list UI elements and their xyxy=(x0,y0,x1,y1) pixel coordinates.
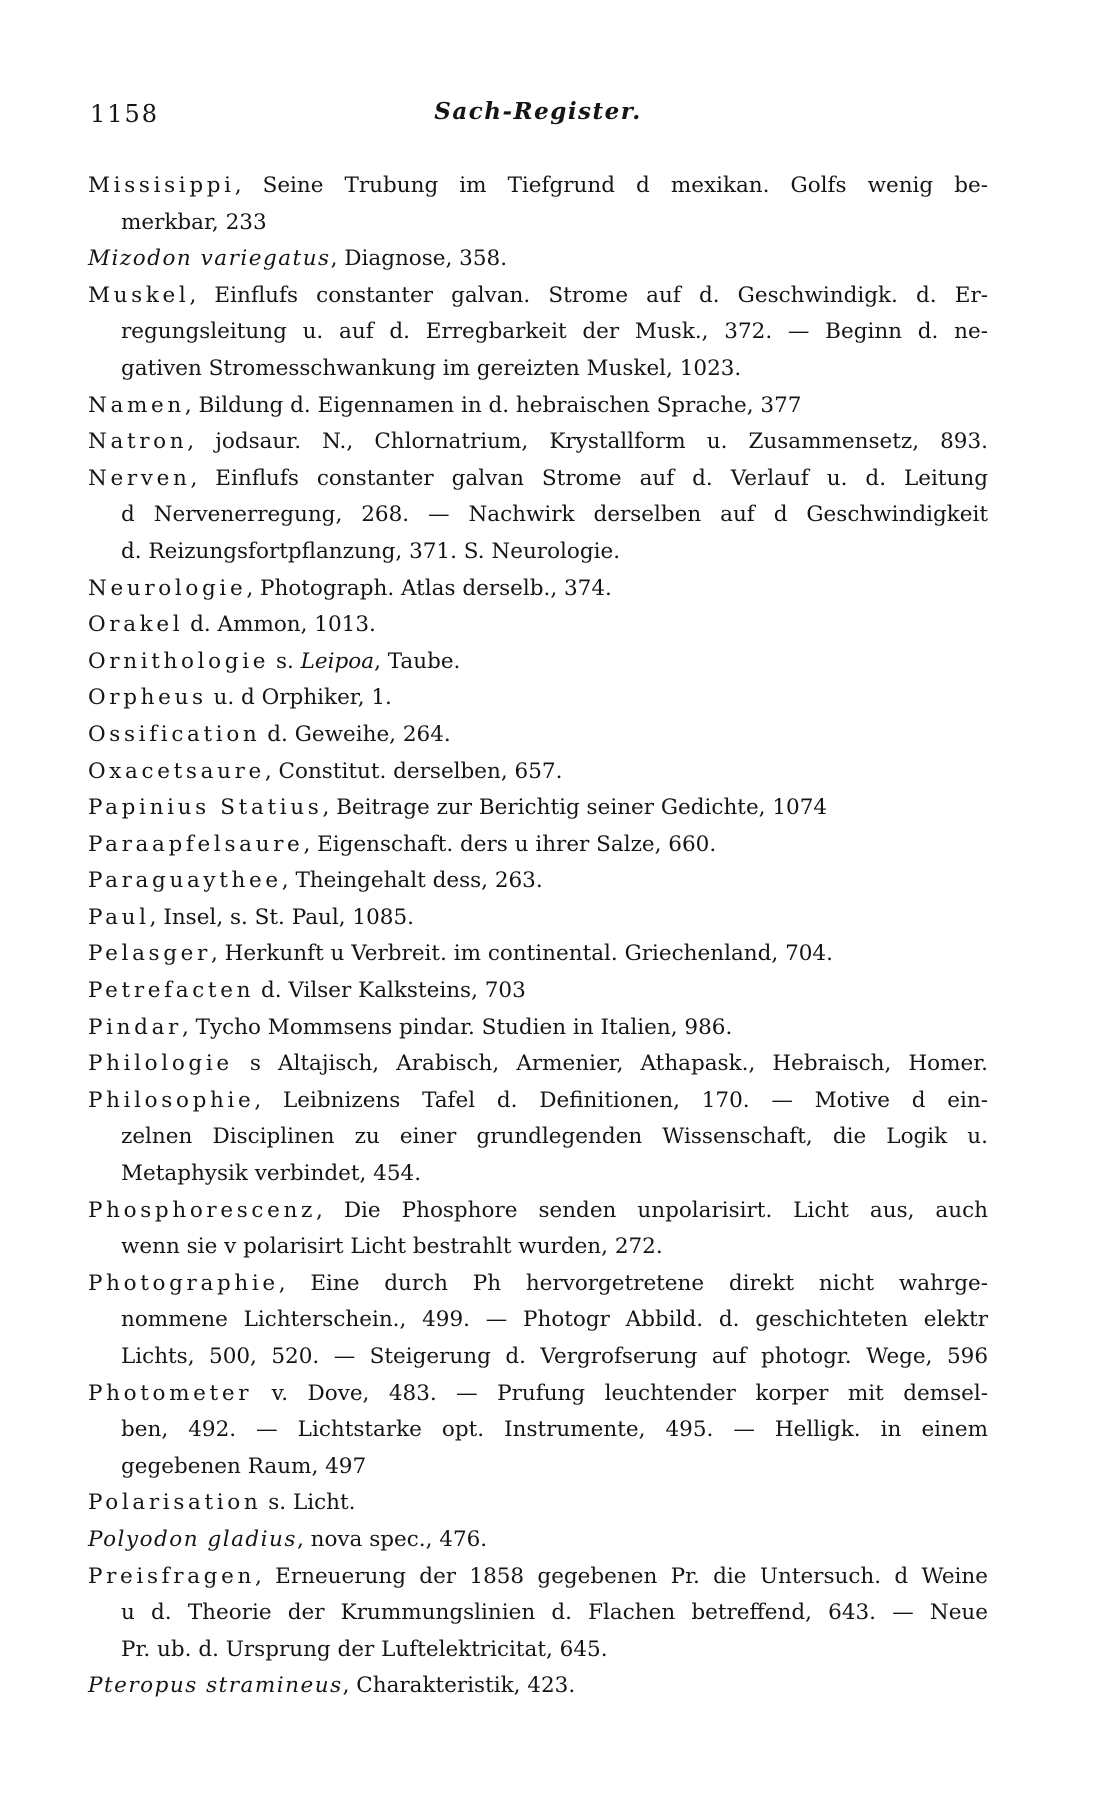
text-segment: u. d Orphiker, 1. xyxy=(206,685,392,711)
entry-line xyxy=(88,644,988,681)
entry-line xyxy=(88,1632,988,1669)
entry-headword: Paraguaythee xyxy=(88,868,282,894)
entry-line xyxy=(88,1193,988,1230)
entry-headword: Ornithologie xyxy=(88,648,270,674)
index-entry xyxy=(88,717,988,754)
entry-headword: Missisippi xyxy=(88,173,235,198)
text-segment: d. Vilser Kalksteins, 703 xyxy=(254,978,526,1004)
entry-line xyxy=(88,1412,988,1449)
text-segment: , Taube. xyxy=(374,648,461,674)
entry-headword: Polarisation xyxy=(88,1490,262,1516)
index-entry xyxy=(88,973,988,1010)
entry-headword: Paul xyxy=(88,904,150,930)
entry-line xyxy=(88,1485,988,1522)
entry-line xyxy=(88,241,988,278)
entry-line xyxy=(88,1668,988,1705)
entry-line xyxy=(88,497,988,534)
entry-line xyxy=(88,1156,988,1193)
text-segment: ben, 492. — Lichtstarke opt. Instrumente, 495. — Helligk. in einem xyxy=(121,1417,988,1443)
index-entry xyxy=(88,827,988,864)
text-segment: , Eine durch Ph hervorgetretene direkt nicht wahrge- xyxy=(278,1270,988,1296)
index-entry xyxy=(88,424,988,461)
entry-headword: Philologie xyxy=(88,1051,233,1077)
entry-line xyxy=(88,1010,988,1047)
entry-headword: Mizodon variegatus xyxy=(88,246,331,272)
text-segment: , Insel, s. St. Paul, 1085. xyxy=(149,904,414,930)
text-segment: , Eigenschaft. ders u ihrer Salze, 660. xyxy=(303,831,717,857)
entry-headword: Photographie xyxy=(88,1270,279,1296)
index-entry xyxy=(88,1193,988,1266)
text-segment: merkbar, 233 xyxy=(121,209,267,235)
text-segment: Lichts, 500, 520. — Steigerung d. Vergrofserung auf photogr. Wege, 596 xyxy=(121,1344,988,1369)
entry-headword: Pelasger xyxy=(88,941,211,967)
index-entry xyxy=(88,1668,988,1705)
entry-line xyxy=(88,1229,988,1266)
entry-headword: Polyodon gladius xyxy=(88,1526,297,1552)
text-segment: , nova spec., 476. xyxy=(296,1526,488,1552)
index-entry xyxy=(88,644,988,681)
entry-line xyxy=(88,1046,988,1083)
index-entry xyxy=(88,863,988,900)
entry-line xyxy=(88,168,988,205)
text-segment: regungsleitung u. auf d. Erregbarkeit der Musk., 372. — Beginn d. ne- xyxy=(121,319,988,345)
entry-line xyxy=(88,1522,988,1559)
entry-line xyxy=(88,1339,988,1376)
entry-headword: Philosophie xyxy=(88,1087,255,1113)
entry-headword: Ossification xyxy=(88,721,261,747)
entry-headword: Petrefacten xyxy=(88,978,255,1004)
entry-headword: Papinius Statius xyxy=(88,795,323,821)
entry-line xyxy=(88,680,988,717)
entry-line xyxy=(88,1595,988,1632)
entry-line xyxy=(88,571,988,608)
entry-line xyxy=(88,1119,988,1156)
entry-line xyxy=(88,863,988,900)
entry-line xyxy=(88,424,988,461)
entry-line xyxy=(88,314,988,351)
index-entry xyxy=(88,936,988,973)
text-segment: u d. Theorie der Krummungslinien d. Flachen betreffend, 643. — Neue xyxy=(121,1600,988,1626)
entry-line xyxy=(88,205,988,242)
entry-headword: Pteropus stramineus xyxy=(88,1673,343,1699)
entry-line xyxy=(88,936,988,973)
index-entry xyxy=(88,388,988,425)
entry-line xyxy=(88,973,988,1010)
entry-line xyxy=(88,534,988,571)
text-segment: d Nervenerregung, 268. — Nachwirk derselben auf d Geschwindigkeit xyxy=(121,502,988,528)
text-segment: , Beitrage zur Berichtig seiner Gedichte, 1074 xyxy=(322,795,828,821)
entry-headword: Natron xyxy=(88,429,188,455)
entry-line xyxy=(88,1449,988,1486)
text-segment: s Altajisch, Arabisch, Armenier, Athapask., Hebraisch, Homer. xyxy=(232,1051,988,1077)
entry-headword: Orakel xyxy=(88,612,184,638)
index-entry xyxy=(88,1046,988,1083)
text-segment: d. Ammon, 1013. xyxy=(183,612,376,638)
index-entry xyxy=(88,1376,988,1486)
text-segment: Leipoa xyxy=(300,648,375,674)
text-segment: gegebenen Raum, 497 xyxy=(121,1453,367,1479)
entry-headword: Preisfragen xyxy=(88,1563,255,1589)
index-entry xyxy=(88,790,988,827)
entry-headword: Oxacetsaure xyxy=(88,758,265,784)
text-segment: , Die Phosphore senden unpolarisirt. Licht aus, auch xyxy=(316,1197,988,1223)
text-segment: Metaphysik verbindet, 454. xyxy=(121,1161,422,1187)
entry-line xyxy=(88,754,988,791)
text-segment: , Einflufs constanter galvan. Strome auf d. Geschwindigk. d. Er- xyxy=(189,282,988,308)
text-segment: wenn sie v polarisirt Licht bestrahlt wurden, 272. xyxy=(121,1234,663,1260)
text-segment: , Bildung d. Eigennamen in d. hebraischen Sprache, 377 xyxy=(184,392,802,418)
entry-line xyxy=(88,1302,988,1339)
text-segment: , Tycho Mommsens pindar. Studien in Italien, 986. xyxy=(181,1014,733,1040)
text-segment: s. Licht. xyxy=(261,1490,356,1516)
index-entry xyxy=(88,1522,988,1559)
entry-line xyxy=(88,827,988,864)
entry-headword: Paraapfelsaure xyxy=(88,831,304,857)
index-entry xyxy=(88,571,988,608)
index-entry xyxy=(88,680,988,717)
entry-headword: Nerven xyxy=(88,465,191,491)
index-entry xyxy=(88,1485,988,1522)
index-entry xyxy=(88,278,988,388)
text-segment: zelnen Disciplinen zu einer grundlegenden Wissenschaft, die Logik u. xyxy=(121,1124,988,1150)
entry-line xyxy=(88,790,988,827)
index-entry xyxy=(88,900,988,937)
entry-line xyxy=(88,388,988,425)
index-entry xyxy=(88,1266,988,1376)
index-entry xyxy=(88,1010,988,1047)
entry-headword: Neurologie xyxy=(88,575,247,601)
entry-headword: Photometer xyxy=(88,1380,253,1406)
entry-line xyxy=(88,900,988,937)
entry-line xyxy=(88,1376,988,1413)
text-segment: d. Geweihe, 264. xyxy=(260,721,451,747)
entry-headword: Phosphorescenz xyxy=(88,1197,316,1223)
text-segment: Pr. ub. d. Ursprung der Luftelektricitat, 645. xyxy=(121,1636,608,1662)
index-entry xyxy=(88,1559,988,1669)
text-segment: , jodsaur. N., Chlornatrium, Krystallform u. Zusammensetz, 893. xyxy=(187,429,988,455)
entry-headword: Namen xyxy=(88,392,185,418)
entry-line xyxy=(88,607,988,644)
text-segment: nommene Lichterschein., 499. — Photogr Abbild. d. geschichteten elektr xyxy=(121,1307,988,1333)
entry-line xyxy=(88,1266,988,1303)
text-segment: , Erneuerung der 1858 gegebenen Pr. die Untersuch. d Weine xyxy=(254,1563,988,1589)
index-entry xyxy=(88,1083,988,1193)
index-entry xyxy=(88,607,988,644)
text-segment: , Herkunft u Verbreit. im continental. Griechenland, 704. xyxy=(210,941,833,967)
entry-line xyxy=(88,278,988,315)
index-entry xyxy=(88,241,988,278)
index-entry xyxy=(88,461,988,571)
index-entry xyxy=(88,168,988,241)
entry-line xyxy=(88,1559,988,1596)
text-segment: d. Reizungsfortpflanzung, 371. S. Neurologie. xyxy=(121,538,621,564)
entry-headword: Muskel xyxy=(88,282,190,308)
text-segment: s. xyxy=(269,648,301,674)
page-number: 1158 xyxy=(90,100,160,128)
text-segment: gativen Stromesschwankung im gereizten Muskel, 1023. xyxy=(121,355,742,381)
entry-headword: Orpheus xyxy=(88,685,207,711)
page-title: Sach-Register. xyxy=(434,98,642,125)
text-segment: , Seine Trubung im Tiefgrund d mexikan. Golfs wenig be- xyxy=(234,173,988,198)
text-segment: , Photograph. Atlas derselb., 374. xyxy=(246,575,612,601)
entry-headword: Pindar xyxy=(88,1014,182,1040)
entry-line xyxy=(88,1083,988,1120)
entry-line xyxy=(88,717,988,754)
text-segment: , Einflufs constanter galvan Strome auf d. Verlauf u. d. Leitung xyxy=(190,465,988,491)
index-entry xyxy=(88,754,988,791)
entry-line xyxy=(88,351,988,388)
entry-line xyxy=(88,461,988,498)
text-segment: v. Dove, 483. — Prufung leuchtender korper mit demsel- xyxy=(252,1380,988,1406)
text-segment: , Leibnizens Tafel d. Definitionen, 170. — Motive d ein- xyxy=(254,1087,988,1113)
text-segment: , Charakteristik, 423. xyxy=(342,1673,576,1699)
text-segment: , Theingehalt dess, 263. xyxy=(281,868,543,894)
index-list xyxy=(88,168,988,1705)
text-segment: , Constitut. derselben, 657. xyxy=(264,758,563,784)
page-header xyxy=(88,98,988,140)
text-segment: , Diagnose, 358. xyxy=(330,246,508,272)
